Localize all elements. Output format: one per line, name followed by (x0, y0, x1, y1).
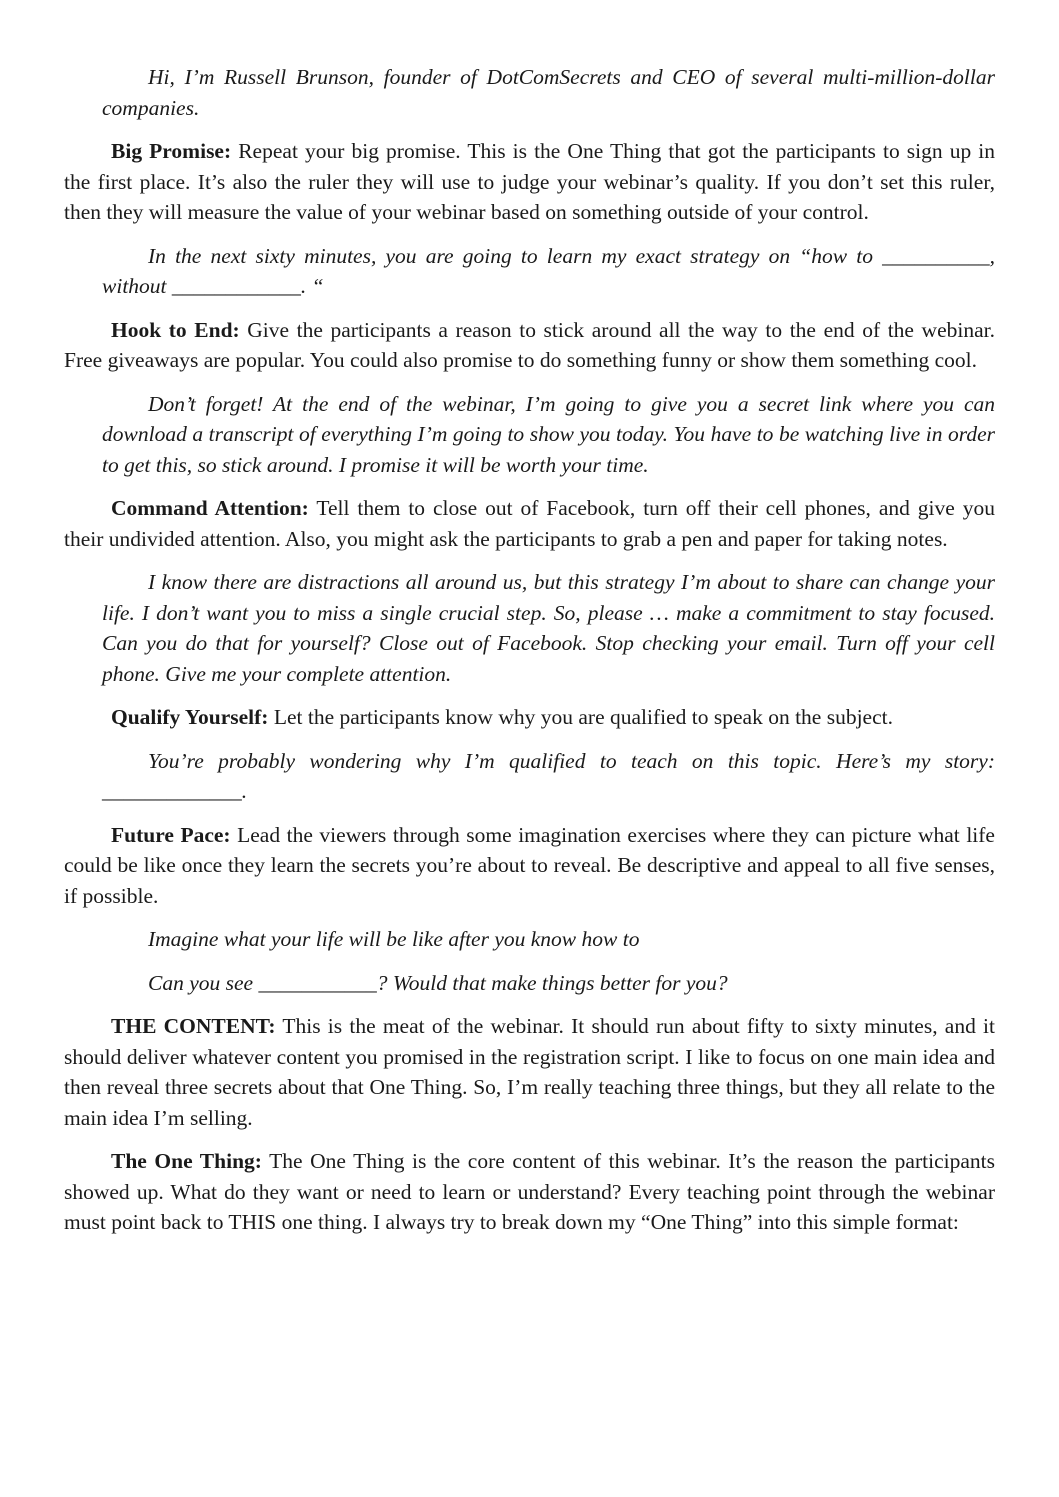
future-pace-quote-1: Imagine what your life will be like after you know how to (148, 927, 640, 951)
section-the-one-thing (64, 1146, 995, 1238)
section-heading: Future Pace: (111, 822, 231, 847)
section-text: Give the participants a reason to stick around all the way to the end of the webinar. Free giveaways are popular. You could also promise to do something funny or show them something cool. (64, 317, 995, 372)
section-hook-to-end (64, 315, 995, 376)
future-pace-quote-2: Can you see ___________? Would that make things better for you? (148, 970, 728, 995)
section-heading: The One Thing: (111, 1149, 262, 1173)
hook-to-end-quote: Don’t forget! At the end of the webinar, I’m going to give you a secret link where you can download a transcript of everything I’m going to show you today. You have to be watching live in order to get this, so stick around. I promise it will be worth your time. (102, 391, 995, 477)
command-attention-quote: I know there are distractions all around us, but this strategy I’m about to share can change your life. I don’t want you to miss a single crucial step. So, please … make a commitment to stay focused. Can you do that for yourself? Close out of Facebook. Stop checking your email. Turn off your cell phone. Give me your complete attention. (102, 570, 995, 686)
section-big-promise (64, 136, 995, 228)
section-heading: THE CONTENT: (111, 1014, 276, 1038)
section-text: Tell them to close out of Facebook, turn off their cell phones, and give you their undivided attention. Also, you might ask the participants to grab a pen and paper for taking notes. (64, 496, 995, 551)
section-text: This is the meat of the webinar. It should run about fifty to sixty minutes, and it should deliver whatever content you promised in the registration script. I like to focus on one main idea and then reveal three secrets about that One Thing. So, I’m really teaching three things, but they all relate to the main idea I’m selling. (64, 1014, 995, 1130)
intro-quote: Hi, I’m Russell Brunson, founder of DotComSecrets and CEO of several multi-million-dollar companies. (102, 65, 995, 120)
section-future-pace (64, 820, 995, 912)
section-text: Lead the viewers through some imagination exercises where they can picture what life could be like once they learn the secrets you’re about to reveal. Be descriptive and appeal to all five senses, if possible. (64, 822, 995, 908)
section-command-attention (64, 493, 995, 554)
section-heading: Qualify Yourself: (111, 705, 269, 729)
section-text: The One Thing is the core content of this webinar. It’s the reason the participants showed up. What do they want or need to learn or understand? Every teaching point through the webinar must point back to THIS one thing. I always try to break down my “One Thing” into this simple format: (64, 1149, 995, 1234)
section-the-content (64, 1011, 995, 1133)
section-text: Repeat your big promise. This is the One Thing that got the participants to sign up in the first place. It’s also the ruler they will use to judge your webinar’s quality. If you don’t set this ruler, then they will measure the value of your webinar based on something outside of your control. (64, 139, 995, 224)
section-text: Let the participants know why you are qualified to speak on the subject. (268, 705, 893, 729)
section-qualify-yourself (64, 702, 995, 733)
section-heading: Command Attention: (111, 496, 309, 520)
big-promise-quote: In the next sixty minutes, you are going to learn my exact strategy on “how to __________, without ____________. “ (102, 243, 995, 298)
section-heading: Big Promise: (111, 139, 232, 163)
section-heading: Hook to End: (111, 317, 240, 342)
qualify-yourself-quote: You’re probably wondering why I’m qualified to teach on this topic. Here’s my story: _____________. (102, 748, 995, 803)
